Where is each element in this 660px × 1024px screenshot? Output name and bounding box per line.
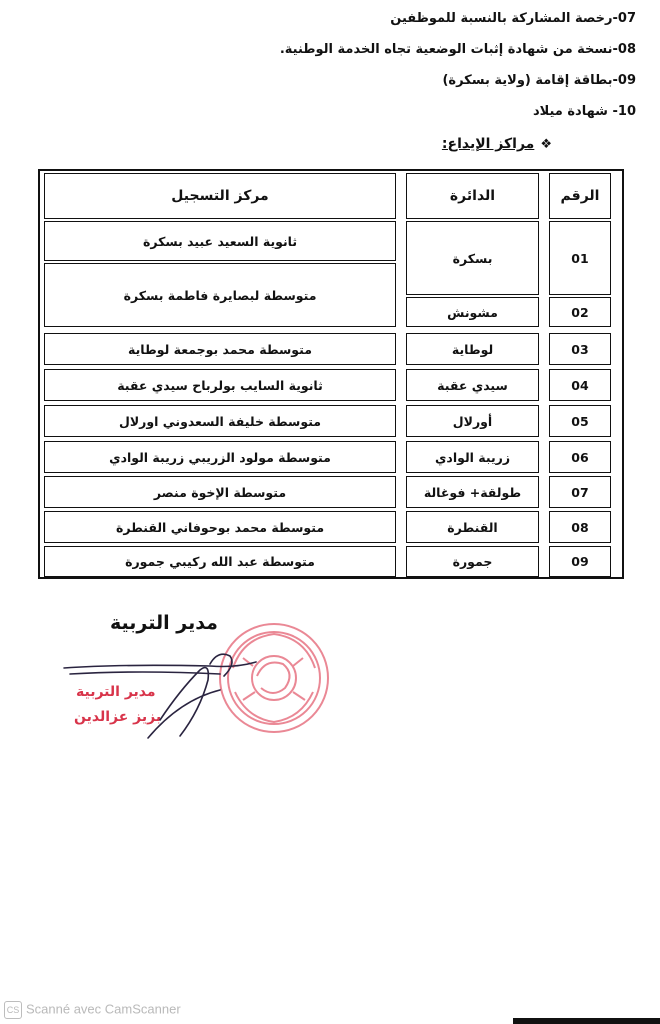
handwritten-signature — [60, 640, 270, 750]
stamp-director-title: مدير التربية — [76, 684, 156, 700]
center-cell: متوسطة عبد الله ركيبي جمورة — [44, 546, 396, 577]
row-number-cell: 07 — [549, 476, 611, 508]
row-number-cell: 04 — [549, 369, 611, 401]
daira-cell: جمورة — [406, 546, 539, 577]
center-cell: ثانوية السايب بولرباح سيدي عقبة — [44, 369, 396, 401]
header-number: الرقم — [549, 173, 611, 219]
row-number-cell: 06 — [549, 441, 611, 473]
daira-cell: مشونش — [406, 297, 539, 327]
watermark-text: Scanné avec CamScanner — [26, 1001, 181, 1017]
center-cell: متوسطة مولود الزريبي زريبة الوادي — [44, 441, 396, 473]
list-item: 07-رخصة المشاركة بالنسبة للموظفين — [390, 11, 636, 26]
row-number-cell: 01 — [549, 221, 611, 295]
header-center: مركز التسجيل — [44, 173, 396, 219]
center-cell: متوسطة لبصايرة فاطمة بسكرة — [44, 263, 396, 327]
row-number-cell: 05 — [549, 405, 611, 437]
center-cell: متوسطة الإخوة منصر — [44, 476, 396, 508]
daira-cell: طولقة+ فوغالة — [406, 476, 539, 508]
row-number-cell: 02 — [549, 297, 611, 327]
required-documents-list — [36, 6, 636, 130]
four-diamond-bullet-icon: ❖ — [540, 137, 552, 152]
list-item: 08-نسخة من شهادة إثبات الوضعية تجاه الخدمة الوطنية. — [279, 42, 636, 57]
row-number-cell: 03 — [549, 333, 611, 365]
list-item: 09-بطاقة إقامة (ولاية بسكرة) — [442, 73, 636, 88]
camscanner-watermark — [4, 1001, 181, 1019]
daira-cell: بسكرة — [406, 221, 539, 295]
bottom-edge-bar — [513, 1018, 660, 1024]
row-number-cell: 09 — [549, 546, 611, 577]
daira-cell: القنطرة — [406, 511, 539, 543]
row-number-cell: 08 — [549, 511, 611, 543]
center-cell: متوسطة محمد بوجمعة لوطاية — [44, 333, 396, 365]
stamp-director-name: بزيز عزالدين — [74, 709, 162, 725]
daira-cell: أورلال — [406, 405, 539, 437]
daira-cell: زريبة الوادي — [406, 441, 539, 473]
daira-cell: لوطاية — [406, 333, 539, 365]
center-cell: متوسطة محمد بوحوفاني القنطرة — [44, 511, 396, 543]
list-item: 10- شهادة ميلاد — [532, 104, 636, 119]
center-cell: متوسطة خليفة السعدوني اورلال — [44, 405, 396, 437]
signature-title: مدير التربية — [110, 612, 218, 634]
registration-centers-table — [38, 169, 624, 579]
section-title-text: مراكز الإيداع: — [441, 136, 535, 152]
header-daira: الدائرة — [406, 173, 539, 219]
section-heading — [442, 136, 552, 152]
camscanner-logo-icon: CS — [4, 1001, 22, 1019]
daira-cell: سيدي عقبة — [406, 369, 539, 401]
center-cell: ثانوية السعيد عبيد بسكرة — [44, 221, 396, 261]
